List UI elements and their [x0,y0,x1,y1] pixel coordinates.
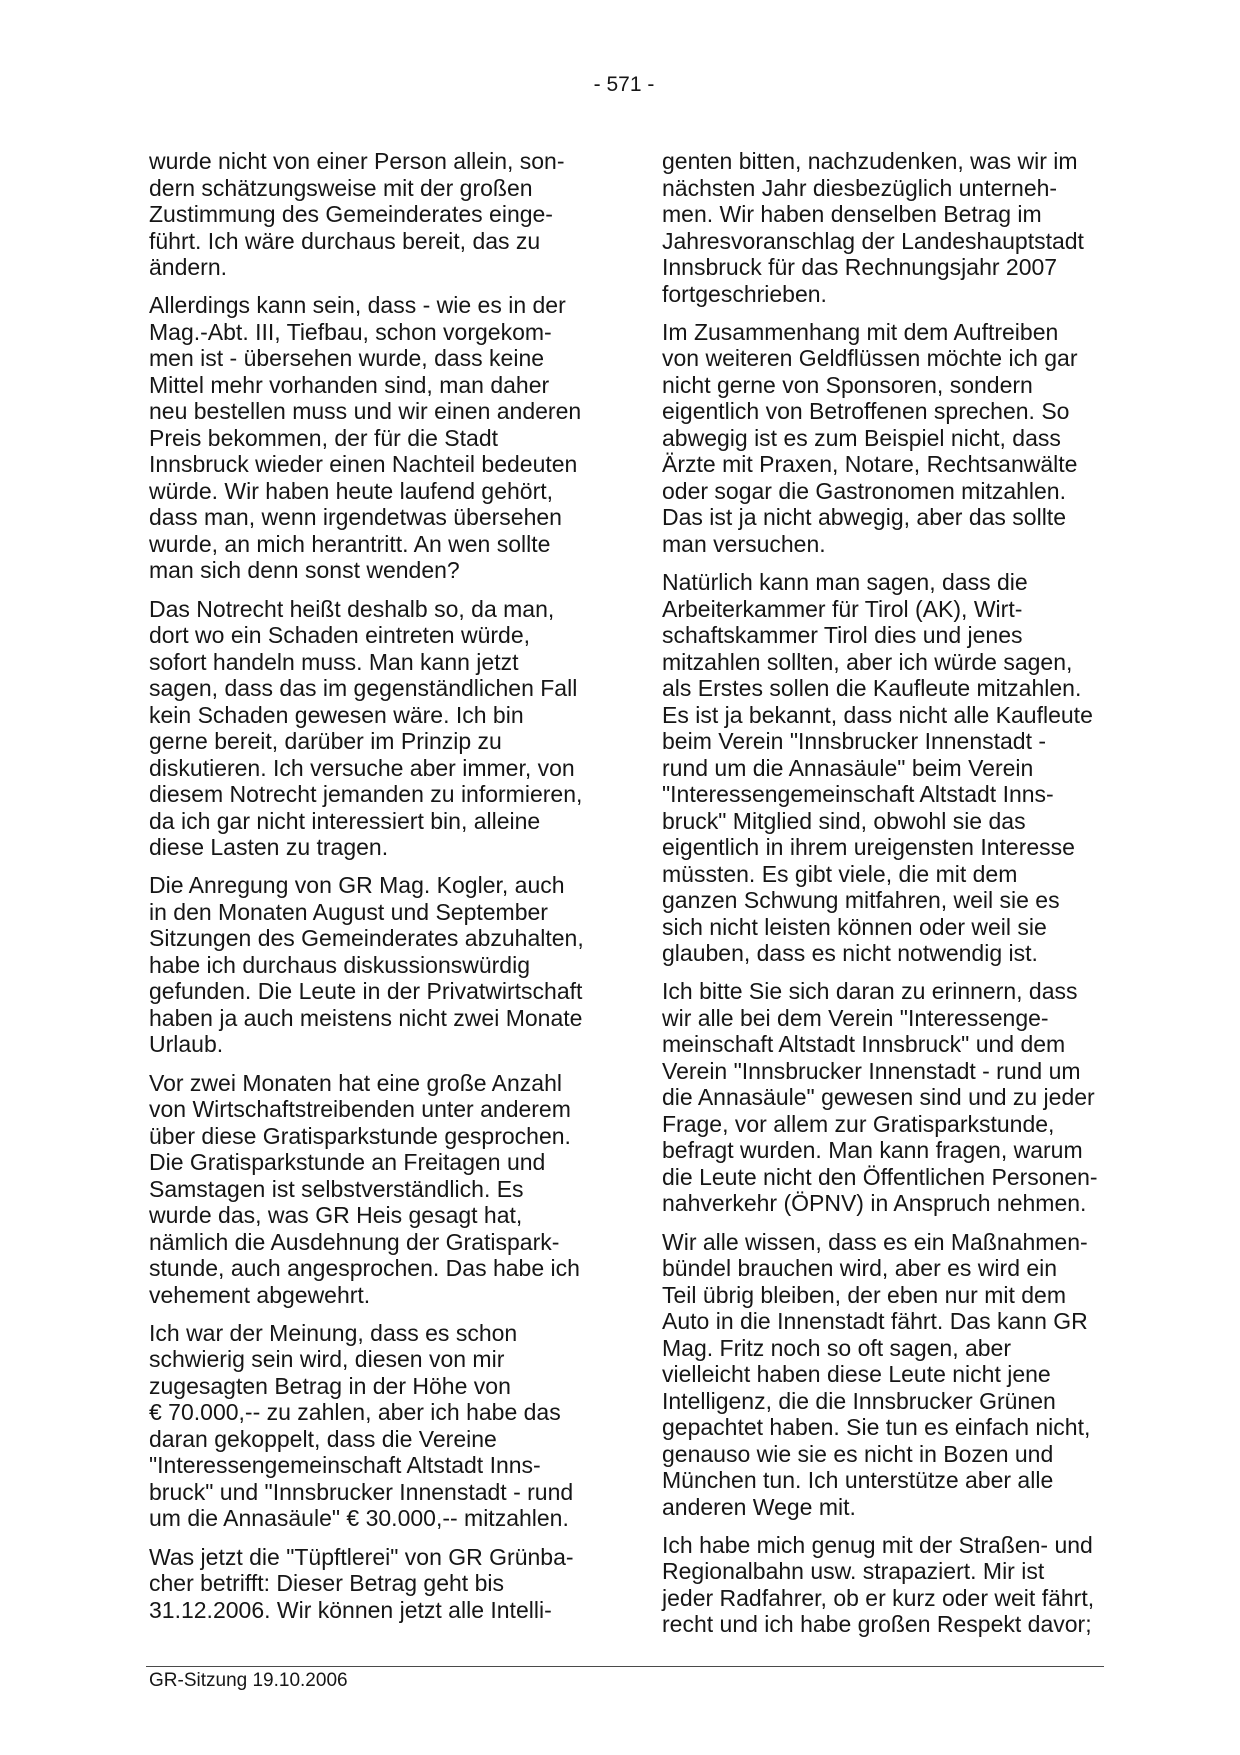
paragraph [662,148,1114,307]
text-line: men ist - übersehen wurde, dass keine [149,345,545,372]
paragraph [662,319,1114,558]
text-line: Im Zusammenhang mit dem Auftreiben [662,318,1059,345]
paragraph [662,978,1114,1217]
text-line: Ich bitte Sie sich daran zu erinnern, dass [662,978,1078,1005]
text-line: Mag. Fritz noch so oft sagen, aber [662,1334,1012,1361]
text-line: mitzahlen sollten, aber ich würde sagen, [662,648,1073,675]
text-line: Urlaub. [149,1031,224,1058]
text-line: gefunden. Die Leute in der Privatwirtschaft [149,978,583,1005]
text-line: Es ist ja bekannt, dass nicht alle Kaufleute [662,701,1093,728]
text-line: neu bestellen muss und wir einen anderen [149,398,582,425]
text-line: Die Anregung von GR Mag. Kogler, auch [149,872,565,899]
text-line: ändern. [149,254,228,280]
text-line: man versuchen. [662,530,826,557]
paragraph [149,1544,601,1624]
paragraph [149,1320,601,1532]
text-line: glauben, dass es nicht notwendig ist. [662,940,1038,967]
text-line: da ich gar nicht interessiert bin, alleine [149,807,541,834]
text-line: müssten. Es gibt viele, die mit dem [662,860,1018,887]
text-line: würde. Wir haben heute laufend gehört, [149,477,554,504]
footer-rule [146,1666,1104,1667]
text-line: kein Schaden gewesen wäre. Ich bin [149,701,524,728]
text-line: genauso wie sie es nicht in Bozen und [662,1440,1054,1467]
text-line: führt. Ich wäre durchaus bereit, das zu [149,227,541,254]
text-line: € 70.000,-- zu zahlen, aber ich habe das [149,1399,561,1426]
text-line: anderen Wege mit. [662,1493,856,1520]
text-line: befragt wurden. Man kann fragen, warum [662,1137,1083,1164]
text-line: Innsbruck wieder einen Nachteil bedeuten [149,451,578,478]
text-line: Was jetzt die "Tüpftlerei" von GR Grünba- [149,1543,574,1570]
right-column [662,148,1114,1650]
paragraph [149,292,601,584]
text-line: von weiteren Geldflüssen möchte ich gar [662,345,1078,372]
text-line: vehement abgewehrt. [149,1281,371,1308]
text-line: men. Wir haben denselben Betrag im [662,201,1042,227]
paragraph [662,569,1114,967]
text-line: Teil übrig bleiben, der eben nur mit dem [662,1281,1067,1308]
text-line: von Wirtschaftstreibenden unter anderem [149,1096,571,1123]
text-line: als Erstes sollen die Kaufleute mitzahlen. [662,675,1082,702]
text-line: Samstagen ist selbstverständlich. Es [149,1175,524,1202]
paragraph [149,1070,601,1309]
text-line: Zustimmung des Gemeinderates einge- [149,201,553,227]
paragraph [662,1229,1114,1521]
text-line: bündel brauchen wird, aber es wird ein [662,1255,1058,1282]
text-line: fortgeschrieben. [662,280,827,307]
text-line: gerne bereit, darüber im Prinzip zu [149,728,502,755]
text-line: vielleicht haben diese Leute nicht jene [662,1361,1051,1388]
text-line: Natürlich kann man sagen, dass die [662,569,1028,596]
text-line: "Interessengemeinschaft Altstadt Inns- [662,781,1054,808]
text-line: Auto in die Innenstadt fährt. Das kann GR [662,1308,1088,1335]
paragraph [149,872,601,1058]
text-line: ganzen Schwung mitfahren, weil sie es [662,887,1060,914]
text-line: cher betrifft: Dieser Betrag geht bis [149,1570,504,1597]
text-line: wurde, an mich herantritt. An wen sollte [149,530,551,557]
text-line: Mittel mehr vorhanden sind, man daher [149,371,550,398]
paragraph [149,148,601,281]
text-line: Mag.-Abt. III, Tiefbau, schon vorgekom- [149,318,552,345]
text-line: schaftskammer Tirol dies und jenes [662,622,1023,649]
text-line: diese Lasten zu tragen. [149,834,389,861]
text-line: Allerdings kann sein, dass - wie es in der [149,292,566,319]
text-line: eigentlich in ihrem ureigensten Interesse [662,834,1075,861]
text-line: dass man, wenn irgendetwas übersehen [149,504,562,531]
text-line: Verein "Innsbrucker Innenstadt - rund um [662,1057,1081,1084]
text-line: Ärzte mit Praxen, Notare, Rechtsanwälte [662,451,1078,478]
paragraph [149,596,601,861]
text-line: München tun. Ich unterstütze aber alle [662,1467,1054,1494]
text-line: wurde das, was GR Heis gesagt hat, [149,1202,523,1229]
text-line: Regionalbahn usw. strapaziert. Mir ist [662,1558,1045,1585]
text-line: Das Notrecht heißt deshalb so, da man, [149,595,555,622]
text-line: die Leute nicht den Öffentlichen Personen- [662,1163,1098,1190]
text-line: dort wo ein Schaden eintreten würde, [149,622,531,649]
text-line: habe ich durchaus diskussionswürdig [149,951,530,978]
text-line: zugesagten Betrag in der Höhe von [149,1372,511,1399]
text-line: Wir alle wissen, dass es ein Maßnahmen- [662,1228,1088,1255]
text-line: um die Annasäule" € 30.000,-- mitzahlen. [149,1505,569,1532]
text-line: bruck" Mitglied sind, obwohl sie das [662,807,1026,834]
text-line: meinschaft Altstadt Innsbruck" und dem [662,1031,1066,1058]
text-line: eigentlich von Betroffenen sprechen. So [662,398,1070,425]
text-line: Ich war der Meinung, dass es schon [149,1319,518,1346]
text-line: diesem Notrecht jemanden zu informieren, [149,781,583,808]
text-line: wurde nicht von einer Person allein, son- [149,148,565,174]
text-line: man sich denn sonst wenden? [149,557,460,584]
text-line: die Annasäule" gewesen sind und zu jeder [662,1084,1095,1111]
text-line: Preis bekommen, der für die Stadt [149,424,498,451]
text-line: beim Verein "Innsbrucker Innenstadt - [662,728,1047,755]
text-line: oder sogar die Gastronomen mitzahlen. [662,477,1066,504]
text-line: dern schätzungsweise mit der großen [149,174,533,201]
page-number: - 571 - [593,73,655,96]
text-line: Innsbruck für das Rechnungsjahr 2007 [662,254,1058,280]
text-line: diskutieren. Ich versuche aber immer, von [149,754,575,781]
text-line: recht und ich habe großen Respekt davor; [662,1611,1092,1638]
footer-session-date: GR-Sitzung 19.10.2006 [149,1670,348,1691]
text-line: nämlich die Ausdehnung der Gratispark- [149,1228,560,1255]
text-line: abwegig ist es zum Beispiel nicht, dass [662,424,1061,451]
text-line: sofort handeln muss. Man kann jetzt [149,648,519,675]
text-line: Das ist ja nicht abwegig, aber das sollte [662,504,1066,531]
text-line: nächsten Jahr diesbezüglich unterneh- [662,174,1058,201]
text-line: sagen, dass das im gegenständlichen Fall [149,675,578,702]
text-line: genten bitten, nachzudenken, was wir im [662,148,1078,174]
text-line: Sitzungen des Gemeinderates abzuhalten, [149,925,584,952]
text-line: haben ja auch meistens nicht zwei Monate [149,1004,583,1031]
text-line: nahverkehr (ÖPNV) in Anspruch nehmen. [662,1190,1087,1217]
text-line: daran gekoppelt, dass die Vereine [149,1425,497,1452]
text-line: Frage, vor allem zur Gratisparkstunde, [662,1110,1055,1137]
text-line: jeder Radfahrer, ob er kurz oder weit fährt, [662,1584,1095,1611]
text-line: wir alle bei dem Verein "Interessenge- [662,1004,1049,1031]
text-line: schwierig sein wird, diesen von mir [149,1346,505,1373]
left-column [149,148,601,1635]
text-line: Jahresvoranschlag der Landeshauptstadt [662,227,1084,254]
text-line: über diese Gratisparkstunde gesprochen. [149,1122,571,1149]
text-line: 31.12.2006. Wir können jetzt alle Intelli- [149,1596,552,1623]
paragraph [662,1532,1114,1638]
text-line: Die Gratisparkstunde an Freitagen und [149,1149,546,1176]
text-line: Vor zwei Monaten hat eine große Anzahl [149,1069,562,1096]
text-line: rund um die Annasäule" beim Verein [662,754,1034,781]
text-line: Intelligenz, die die Innsbrucker Grünen [662,1387,1056,1414]
text-line: "Interessengemeinschaft Altstadt Inns- [149,1452,541,1479]
text-line: stunde, auch angesprochen. Das habe ich [149,1255,580,1282]
text-line: Arbeiterkammer für Tirol (AK), Wirt- [662,595,1023,622]
text-line: Ich habe mich genug mit der Straßen- und [662,1531,1093,1558]
text-line: nicht gerne von Sponsoren, sondern [662,371,1033,398]
text-line: sich nicht leisten können oder weil sie [662,913,1047,940]
text-line: in den Monaten August und September [149,898,548,925]
text-line: gepachtet haben. Sie tun es einfach nicht, [662,1414,1091,1441]
text-line: bruck" und "Innsbrucker Innenstadt - rund [149,1478,574,1505]
